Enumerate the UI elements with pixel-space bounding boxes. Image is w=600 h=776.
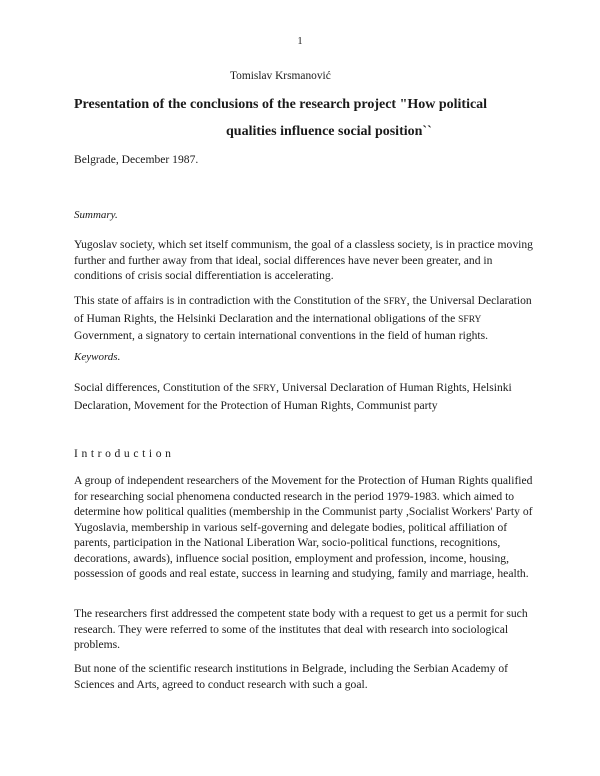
summary-paragraph-2-text-c: Government, a signatory to certain international conventions in the field of human rights. xyxy=(74,329,489,342)
author-name: Tomislav Krsmanović xyxy=(230,70,331,82)
page-number: 1 xyxy=(297,36,303,47)
summary-paragraph-2 xyxy=(74,293,536,344)
sfry-abbreviation: SFRY xyxy=(383,297,407,307)
introduction-heading: Introduction xyxy=(74,447,175,460)
title-line-1: Presentation of the conclusions of the research project "How political xyxy=(74,97,488,112)
introduction-paragraph-2: The researchers first addressed the competent state body with a request to get us a permit for such research. They were referred to some of the institutes that deal with research into sociological problems. xyxy=(74,607,528,651)
keywords-paragraph xyxy=(74,380,536,413)
keywords-text-a: Social differences, Constitution of the xyxy=(74,381,253,394)
keywords-heading: Keywords. xyxy=(74,351,121,363)
sfry-abbreviation: SFRY xyxy=(252,384,277,394)
summary-heading: Summary. xyxy=(74,209,118,221)
title-line-2: qualities influence social position`` xyxy=(226,124,432,139)
dateline: Belgrade, December 1987. xyxy=(74,153,199,166)
sfry-abbreviation: SFRY xyxy=(458,314,482,325)
summary-paragraph-2-text-a: This state of affairs is in contradiction with the Constitution of the xyxy=(74,294,384,307)
introduction-paragraph-3: But none of the scientific research institutions in Belgrade, including the Serbian Academy of Sciences and Arts, agreed to conduct research with such a goal. xyxy=(74,662,509,691)
introduction-paragraph-1: A group of independent researchers of the Movement for the Protection of Human Rights qualified for researching social phenomena conducted research in the period 1979-1983. which aimed to determine how political qualities (membership in the Communist party ,Socialist Workers' Party of Yugoslavia, membership in various self-governing and delegate bodies, political affiliation of parents, participation in the National Liberation War, socio-political functions, recognitions, decorations, awards), influence social position, employment and profession, income, housing, possession of goods and real estate, success in learning and studying, family and marriage, health. xyxy=(74,474,533,580)
summary-paragraph-1: Yugoslav society, which set itself communism, the goal of a classless society, is in practice moving further and further away from that ideal, social differences have never been greater, and in conditions of crisis social differentiation is accelerating. xyxy=(74,238,533,282)
keywords-text-b: , Universal Declaration of Human Rights, Helsinki Declaration, Movement for the Protection of Human Rights, Communist party xyxy=(74,381,512,412)
summary-paragraph-2-text-b: , the Universal Declaration of Human Rights, the Helsinki Declaration and the international obligations of the xyxy=(74,294,532,325)
